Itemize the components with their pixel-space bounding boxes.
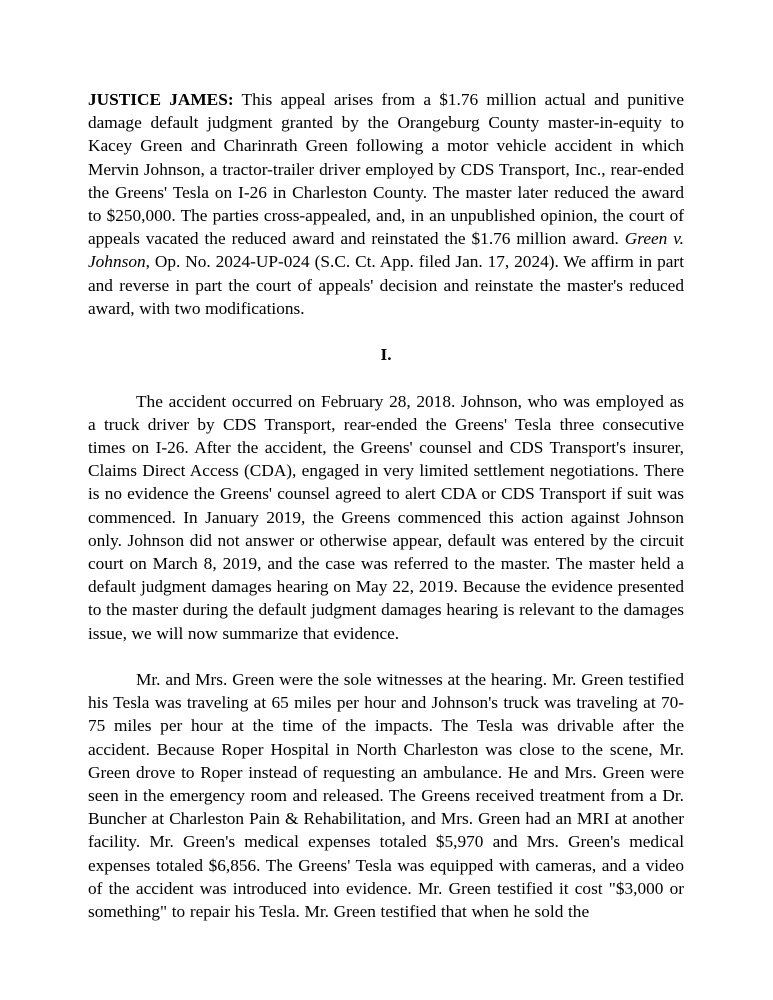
accident-facts-paragraph: The accident occurred on February 28, 2018. Johnson, who was employed as a truck driver by CDS Transport, rear-ended the Greens' Tesla three consecutive times on I-26. After the accident, the Greens' counsel and CDS Transport's insurer, Claims Direct Access (CDA), engaged in very limited settlement negotiations. There is no evidence the Greens' counsel agreed to alert CDA or CDS Transport if suit was commenced. In January 2019, the Greens commenced this action against Johnson only. Johnson did not answer or otherwise appear, default was entered by the circuit court on March 8, 2019, and the case was referred to the master. The master held a default judgment damages hearing on May 22, 2019. Because the evidence presented to the master during the default judgment damages hearing is relevant to the damages issue, we will now summarize that evidence. (88, 391, 684, 643)
case-citation-italic: Green v. Johnson (88, 229, 684, 272)
opening-text-part-two: , Op. No. 2024-UP-024 (S.C. Ct. App. filed Jan. 17, 2024). We affirm in part and reverse in part the court of appeals' decision and reinstate the master's reduced award, with two modifications. (88, 252, 684, 318)
text-column (88, 88, 684, 923)
opening-paragraph (88, 88, 684, 320)
opening-text-part-one: This appeal arises from a $1.76 million actual and punitive damage default judgment granted by the Orangeburg County master-in-equity to Kacey Green and Charinrath Green following a motor vehicle accident in which Mervin Johnson, a tractor-trailer driver employed by CDS Transport, Inc., rear-ended the Greens' Tesla on I-26 in Charleston County. The master later reduced the award to $250,000. The parties cross-appealed, and, in an unpublished opinion, the court of appeals vacated the reduced award and reinstated the $1.76 million award. (88, 90, 684, 249)
section-heading-one: I. (380, 345, 392, 365)
justice-speaker-label: JUSTICE JAMES: (88, 90, 234, 109)
hearing-testimony-paragraph: Mr. and Mrs. Green were the sole witnesses at the hearing. Mr. Green testified his Tesla was traveling at 65 miles per hour and Johnson's truck was traveling at 70-75 miles per hour at the time of the impacts. The Tesla was drivable after the accident. Because Roper Hospital in North Charleston was close to the scene, Mr. Green drove to Roper instead of requesting an ambulance. He and Mrs. Green were seen in the emergency room and released. The Greens received treatment from a Dr. Buncher at Charleston Pain & Rehabilitation, and Mrs. Green had an MRI at another facility. Mr. Green's medical expenses totaled $5,970 and Mrs. Green's medical expenses totaled $6,856. The Greens' Tesla was equipped with cameras, and a video of the accident was introduced into evidence. Mr. Green testified it cost "$3,000 or something" to repair his Tesla. Mr. Green testified that when he sold the (88, 670, 684, 922)
